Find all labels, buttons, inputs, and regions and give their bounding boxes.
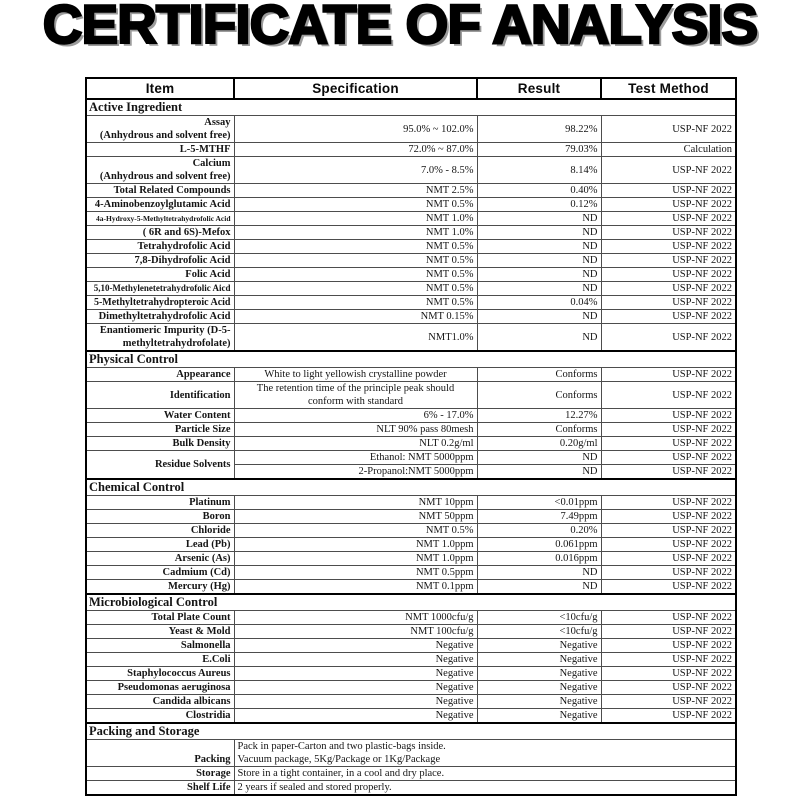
spec-cell: Negative bbox=[234, 639, 477, 653]
table-header-row bbox=[86, 78, 736, 99]
spec-cell: NMT 1.0% bbox=[234, 212, 477, 226]
table-row bbox=[86, 653, 736, 667]
method-cell: USP-NF 2022 bbox=[601, 496, 736, 510]
method-cell: USP-NF 2022 bbox=[601, 667, 736, 681]
method-cell: USP-NF 2022 bbox=[601, 409, 736, 423]
table-row bbox=[86, 639, 736, 653]
result-cell: Conforms bbox=[477, 423, 601, 437]
method-cell: USP-NF 2022 bbox=[601, 510, 736, 524]
certificate-title bbox=[0, 0, 800, 56]
item-cell: 4-Aminobenzoylglutamic Acid bbox=[86, 198, 234, 212]
method-cell: USP-NF 2022 bbox=[601, 184, 736, 198]
item-cell: 5-Methyltetrahydropteroic Acid bbox=[86, 296, 234, 310]
item-cell: 4a-Hydroxy-5-Methyltetrahydrofolic Acid bbox=[86, 212, 234, 226]
result-cell: ND bbox=[477, 465, 601, 480]
method-cell: USP-NF 2022 bbox=[601, 157, 736, 184]
item-cell: Calcium (Anhydrous and solvent free) bbox=[86, 157, 234, 184]
table-row bbox=[86, 116, 736, 143]
result-cell: Conforms bbox=[477, 382, 601, 409]
method-cell: USP-NF 2022 bbox=[601, 368, 736, 382]
result-cell: ND bbox=[477, 212, 601, 226]
table-row bbox=[86, 709, 736, 724]
item-cell: Candida albicans bbox=[86, 695, 234, 709]
spec-cell: NMT 0.5% bbox=[234, 268, 477, 282]
item-cell: Particle Size bbox=[86, 423, 234, 437]
certificate-table bbox=[85, 77, 737, 796]
table-row bbox=[86, 524, 736, 538]
spec-cell: 95.0% ~ 102.0% bbox=[234, 116, 477, 143]
result-cell: ND bbox=[477, 580, 601, 595]
table-row bbox=[86, 240, 736, 254]
item-cell: 7,8-Dihydrofolic Acid bbox=[86, 254, 234, 268]
section-row bbox=[86, 594, 736, 611]
table-row bbox=[86, 510, 736, 524]
result-cell: ND bbox=[477, 226, 601, 240]
table-row bbox=[86, 310, 736, 324]
method-cell: USP-NF 2022 bbox=[601, 681, 736, 695]
certificate-title-text: CERTIFICATE OF ANALYSIS bbox=[42, 0, 758, 55]
result-cell: ND bbox=[477, 268, 601, 282]
item-cell: Bulk Density bbox=[86, 437, 234, 451]
item-cell: Mercury (Hg) bbox=[86, 580, 234, 595]
item-cell: Platinum bbox=[86, 496, 234, 510]
table-row bbox=[86, 296, 736, 310]
spec-cell: NMT1.0% bbox=[234, 324, 477, 352]
spec-cell: NMT 1.0ppm bbox=[234, 538, 477, 552]
table-row bbox=[86, 496, 736, 510]
table-row bbox=[86, 423, 736, 437]
table-row bbox=[86, 566, 736, 580]
method-cell: USP-NF 2022 bbox=[601, 580, 736, 595]
method-cell: USP-NF 2022 bbox=[601, 653, 736, 667]
packing-text-cell: Store in a tight container, in a cool and dry place. bbox=[234, 767, 736, 781]
spec-cell: NMT 1000cfu/g bbox=[234, 611, 477, 625]
section-row bbox=[86, 479, 736, 496]
method-cell: USP-NF 2022 bbox=[601, 465, 736, 480]
result-cell: ND bbox=[477, 324, 601, 352]
spec-cell: The retention time of the principle peak should conform with standard bbox=[234, 382, 477, 409]
section-header: Microbiological Control bbox=[86, 594, 736, 611]
result-cell: <10cfu/g bbox=[477, 611, 601, 625]
result-cell: 7.49ppm bbox=[477, 510, 601, 524]
spec-cell: Negative bbox=[234, 709, 477, 724]
method-cell: USP-NF 2022 bbox=[601, 566, 736, 580]
table-row bbox=[86, 254, 736, 268]
result-cell: 12.27% bbox=[477, 409, 601, 423]
table-row bbox=[86, 226, 736, 240]
item-cell: Cadmium (Cd) bbox=[86, 566, 234, 580]
result-cell: Negative bbox=[477, 681, 601, 695]
method-cell: USP-NF 2022 bbox=[601, 254, 736, 268]
result-cell: ND bbox=[477, 282, 601, 296]
method-cell: USP-NF 2022 bbox=[601, 268, 736, 282]
result-cell: 0.40% bbox=[477, 184, 601, 198]
item-cell: ( 6R and 6S)-Mefox bbox=[86, 226, 234, 240]
table-row bbox=[86, 552, 736, 566]
table-row bbox=[86, 611, 736, 625]
spec-cell: White to light yellowish crystalline powder bbox=[234, 368, 477, 382]
method-cell: USP-NF 2022 bbox=[601, 116, 736, 143]
table-row bbox=[86, 268, 736, 282]
item-cell: Salmonella bbox=[86, 639, 234, 653]
method-cell: USP-NF 2022 bbox=[601, 226, 736, 240]
method-cell: USP-NF 2022 bbox=[601, 437, 736, 451]
item-cell: Total Plate Count bbox=[86, 611, 234, 625]
item-cell: Chloride bbox=[86, 524, 234, 538]
result-cell: ND bbox=[477, 451, 601, 465]
table-row bbox=[86, 368, 736, 382]
spec-cell: NMT 1.0% bbox=[234, 226, 477, 240]
method-cell: USP-NF 2022 bbox=[601, 324, 736, 352]
spec-cell: NMT 1.0ppm bbox=[234, 552, 477, 566]
method-cell: Calculation bbox=[601, 143, 736, 157]
method-cell: USP-NF 2022 bbox=[601, 212, 736, 226]
method-cell: USP-NF 2022 bbox=[601, 382, 736, 409]
item-cell: Assay (Anhydrous and solvent free) bbox=[86, 116, 234, 143]
table-row bbox=[86, 625, 736, 639]
table-row bbox=[86, 143, 736, 157]
column-header-test-method: Test Method bbox=[601, 78, 736, 99]
item-cell: Pseudomonas aeruginosa bbox=[86, 681, 234, 695]
table-row bbox=[86, 580, 736, 595]
section-row bbox=[86, 351, 736, 368]
method-cell: USP-NF 2022 bbox=[601, 451, 736, 465]
item-cell: Tetrahydrofolic Acid bbox=[86, 240, 234, 254]
result-cell: 79.03% bbox=[477, 143, 601, 157]
method-cell: USP-NF 2022 bbox=[601, 538, 736, 552]
packing-text-cell: Pack in paper-Carton and two plastic-bags inside. Vacuum package, 5Kg/Package or 1Kg/Package bbox=[234, 740, 736, 767]
result-cell: ND bbox=[477, 254, 601, 268]
spec-cell: NMT 10ppm bbox=[234, 496, 477, 510]
item-cell: E.Coli bbox=[86, 653, 234, 667]
spec-cell: NMT 0.5% bbox=[234, 296, 477, 310]
spec-cell: 6% - 17.0% bbox=[234, 409, 477, 423]
table-row bbox=[86, 740, 736, 767]
table-row bbox=[86, 198, 736, 212]
method-cell: USP-NF 2022 bbox=[601, 310, 736, 324]
table-row bbox=[86, 382, 736, 409]
item-cell: L-5-MTHF bbox=[86, 143, 234, 157]
result-cell: 0.20g/ml bbox=[477, 437, 601, 451]
table-row bbox=[86, 767, 736, 781]
section-row bbox=[86, 723, 736, 740]
spec-cell: Negative bbox=[234, 695, 477, 709]
item-cell: Clostridia bbox=[86, 709, 234, 724]
result-cell: 0.20% bbox=[477, 524, 601, 538]
section-header: Packing and Storage bbox=[86, 723, 736, 740]
item-cell: Residue Solvents bbox=[86, 451, 234, 480]
result-cell: Negative bbox=[477, 653, 601, 667]
item-cell: Yeast & Mold bbox=[86, 625, 234, 639]
table-row bbox=[86, 324, 736, 352]
section-header: Physical Control bbox=[86, 351, 736, 368]
spec-cell: NMT 0.5% bbox=[234, 524, 477, 538]
spec-cell: NMT 0.15% bbox=[234, 310, 477, 324]
result-cell: Negative bbox=[477, 667, 601, 681]
spec-cell: NLT 0.2g/ml bbox=[234, 437, 477, 451]
table-row bbox=[86, 681, 736, 695]
method-cell: USP-NF 2022 bbox=[601, 611, 736, 625]
table-row bbox=[86, 781, 736, 796]
item-cell: Packing bbox=[86, 740, 234, 767]
item-cell: Water Content bbox=[86, 409, 234, 423]
method-cell: USP-NF 2022 bbox=[601, 709, 736, 724]
spec-cell: NLT 90% pass 80mesh bbox=[234, 423, 477, 437]
spec-cell: NMT 0.1ppm bbox=[234, 580, 477, 595]
item-cell: Total Related Compounds bbox=[86, 184, 234, 198]
table-row bbox=[86, 157, 736, 184]
spec-cell: 2-Propanol:NMT 5000ppm bbox=[234, 465, 477, 480]
item-cell: Enantiomeric Impurity (D-5- methyltetrahydrofolate) bbox=[86, 324, 234, 352]
table-row bbox=[86, 409, 736, 423]
spec-cell: Negative bbox=[234, 681, 477, 695]
result-cell: 8.14% bbox=[477, 157, 601, 184]
table-row bbox=[86, 667, 736, 681]
result-cell: 0.04% bbox=[477, 296, 601, 310]
spec-cell: 7.0% - 8.5% bbox=[234, 157, 477, 184]
item-cell: Boron bbox=[86, 510, 234, 524]
item-cell: Appearance bbox=[86, 368, 234, 382]
column-header-item: Item bbox=[86, 78, 234, 99]
section-row bbox=[86, 99, 736, 116]
result-cell: 0.061ppm bbox=[477, 538, 601, 552]
spec-cell: NMT 0.5% bbox=[234, 254, 477, 268]
item-cell: Shelf Life bbox=[86, 781, 234, 796]
method-cell: USP-NF 2022 bbox=[601, 423, 736, 437]
spec-cell: NMT 0.5% bbox=[234, 198, 477, 212]
table-row bbox=[86, 451, 736, 465]
spec-cell: 72.0% ~ 87.0% bbox=[234, 143, 477, 157]
result-cell: Negative bbox=[477, 639, 601, 653]
result-cell: ND bbox=[477, 240, 601, 254]
result-cell: ND bbox=[477, 310, 601, 324]
method-cell: USP-NF 2022 bbox=[601, 282, 736, 296]
result-cell: Negative bbox=[477, 695, 601, 709]
result-cell: <10cfu/g bbox=[477, 625, 601, 639]
result-cell: Negative bbox=[477, 709, 601, 724]
result-cell: 0.016ppm bbox=[477, 552, 601, 566]
item-cell: Lead (Pb) bbox=[86, 538, 234, 552]
table-row bbox=[86, 695, 736, 709]
item-cell: Arsenic (As) bbox=[86, 552, 234, 566]
method-cell: USP-NF 2022 bbox=[601, 625, 736, 639]
result-cell: 98.22% bbox=[477, 116, 601, 143]
result-cell: <0.01ppm bbox=[477, 496, 601, 510]
spec-cell: Negative bbox=[234, 667, 477, 681]
table-row bbox=[86, 538, 736, 552]
method-cell: USP-NF 2022 bbox=[601, 198, 736, 212]
result-cell: ND bbox=[477, 566, 601, 580]
result-cell: Conforms bbox=[477, 368, 601, 382]
spec-cell: NMT 100cfu/g bbox=[234, 625, 477, 639]
item-cell: Folic Acid bbox=[86, 268, 234, 282]
item-cell: Identification bbox=[86, 382, 234, 409]
spec-cell: NMT 0.5% bbox=[234, 240, 477, 254]
section-header: Chemical Control bbox=[86, 479, 736, 496]
table-row bbox=[86, 184, 736, 198]
table-row bbox=[86, 437, 736, 451]
method-cell: USP-NF 2022 bbox=[601, 552, 736, 566]
spec-cell: NMT 0.5ppm bbox=[234, 566, 477, 580]
method-cell: USP-NF 2022 bbox=[601, 639, 736, 653]
item-cell: Dimethyltetrahydrofolic Acid bbox=[86, 310, 234, 324]
spec-cell: NMT 2.5% bbox=[234, 184, 477, 198]
packing-text-cell: 2 years if sealed and stored properly. bbox=[234, 781, 736, 796]
method-cell: USP-NF 2022 bbox=[601, 296, 736, 310]
result-cell: 0.12% bbox=[477, 198, 601, 212]
column-header-specification: Specification bbox=[234, 78, 477, 99]
spec-cell: NMT 0.5% bbox=[234, 282, 477, 296]
method-cell: USP-NF 2022 bbox=[601, 695, 736, 709]
item-cell: 5,10-Methylenetetrahydrofolic Aicd bbox=[86, 282, 234, 296]
spec-cell: Ethanol: NMT 5000ppm bbox=[234, 451, 477, 465]
table-row bbox=[86, 282, 736, 296]
spec-cell: Negative bbox=[234, 653, 477, 667]
table-row bbox=[86, 212, 736, 226]
spec-cell: NMT 50ppm bbox=[234, 510, 477, 524]
item-cell: Storage bbox=[86, 767, 234, 781]
method-cell: USP-NF 2022 bbox=[601, 524, 736, 538]
column-header-result: Result bbox=[477, 78, 601, 99]
section-header: Active Ingredient bbox=[86, 99, 736, 116]
item-cell: Staphylococcus Aureus bbox=[86, 667, 234, 681]
method-cell: USP-NF 2022 bbox=[601, 240, 736, 254]
